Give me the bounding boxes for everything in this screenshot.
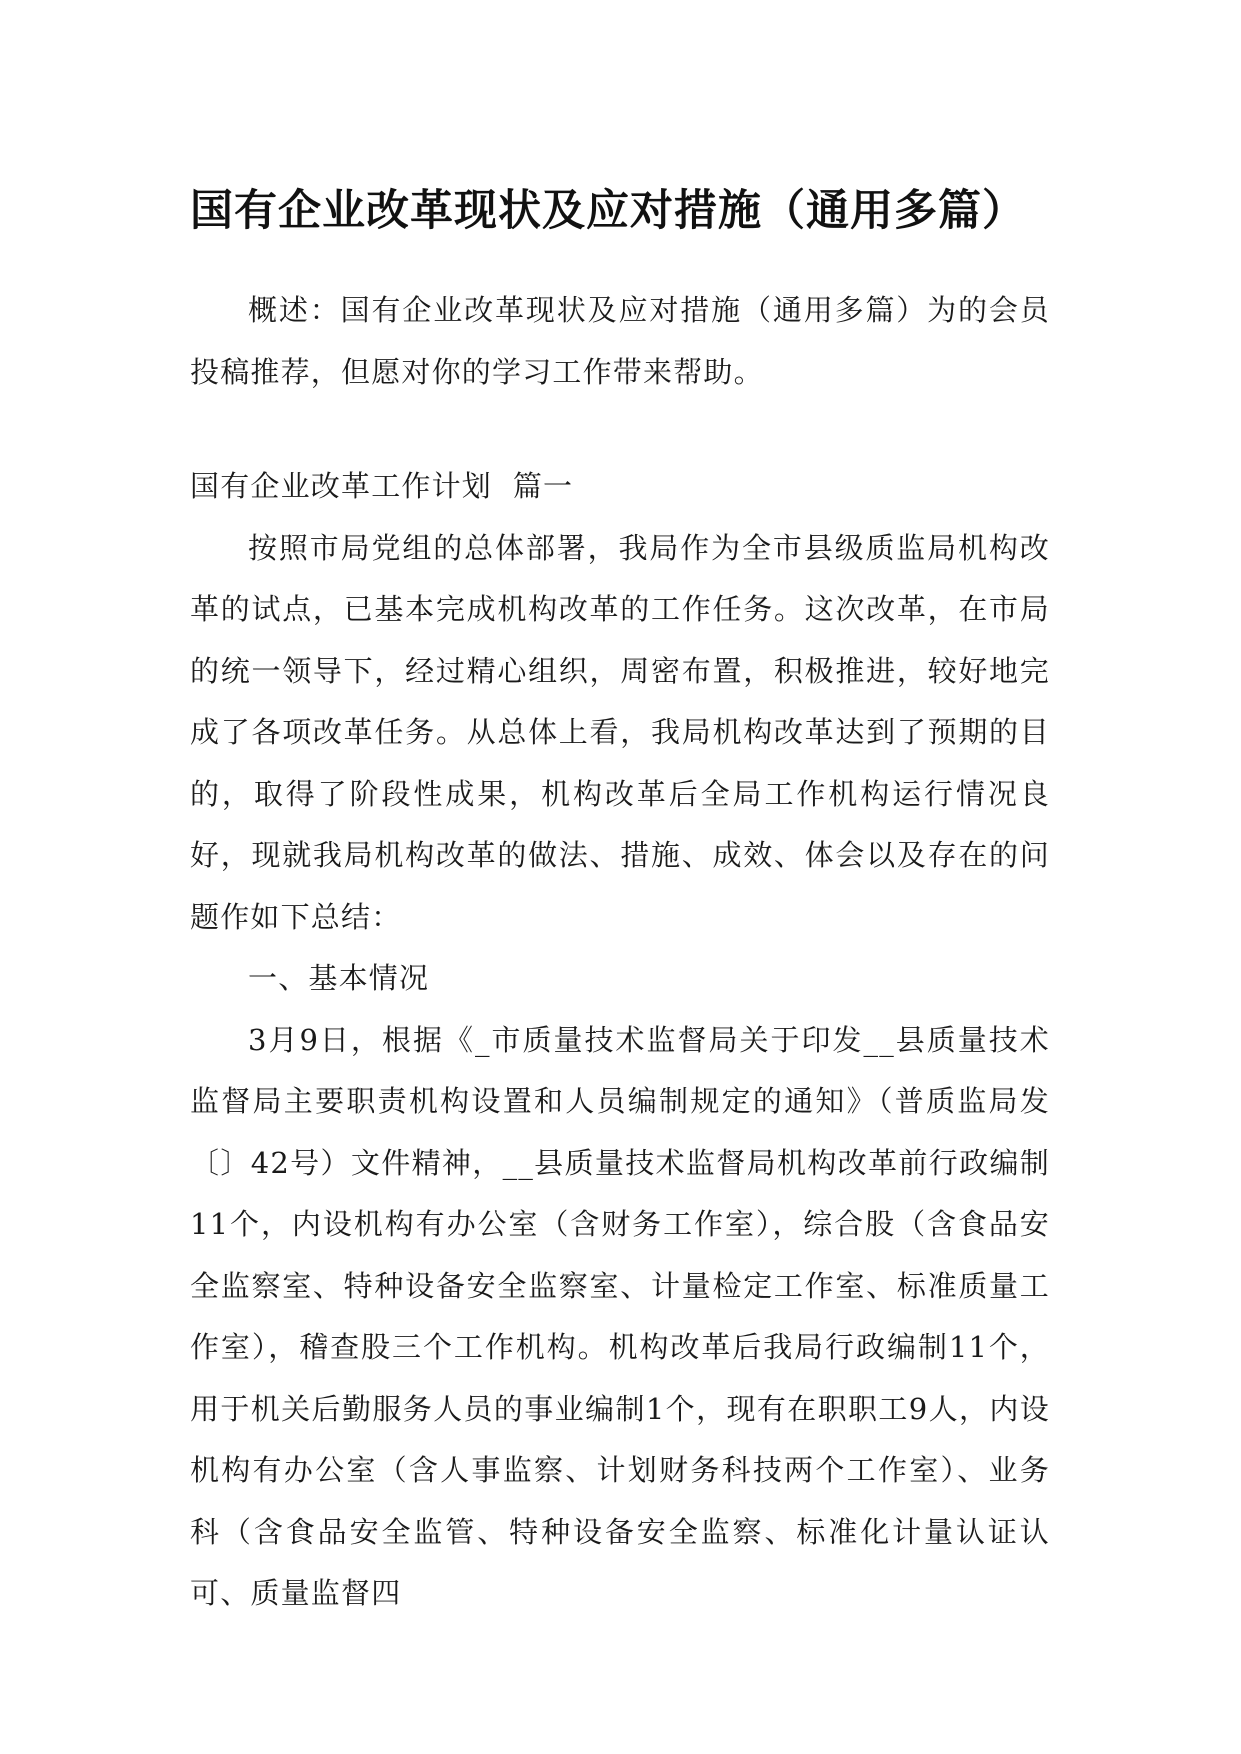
body-paragraph: 按照市局党组的总体部署，我局作为全市县级质监局机构改革的试点，已基本完成机构改革的工作任务。这次改革，在市局的统一领导下，经过精心组织，周密布置，积极推进，较好地完成了各项改革任务。从总体上看，我局机构改革达到了预期的目的，取得了阶段性成果，机构改革后全局工作机构运行情况良好，现就我局机构改革的做法、措施、成效、体会以及存在的问题作如下总结： — [190, 530, 1050, 934]
document-title: 国有企业改革现状及应对措施（通用多篇） — [190, 185, 1026, 236]
main-content — [190, 456, 1050, 1625]
summary-paragraph: 概述：国有企业改革现状及应对措施（通用多篇）为的会员投稿推荐，但愿对你的学习工作带来帮助。 — [190, 293, 1050, 389]
body-paragraph: 3月9日，根据《_市质量技术监督局关于印发__县质量技术监督局主要职责机构设置和人员编制规定的通知》（普质监局发〔〕42号）文件精神，__县质量技术监督局机构改革前行政编制11个，内设机构有办公室（含财务工作室），综合股（含食品安全监察室、特种设备安全监察室、计量检定工作室、标准质量工作室），稽查股三个工作机构。机构改革后我局行政编制11个，用于机关后勤服务人员的事业编制1个，现有在职职工9人，内设机构有办公室（含人事监察、计划财务科技两个工作室）、业务科（含食品安全监管、特种设备安全监察、标准化计量认证认可、质量监督四 — [190, 1022, 1050, 1610]
summary-block — [190, 280, 1050, 403]
section-heading: 国有企业改革工作计划 篇一 — [190, 469, 574, 503]
subheading-basic-situation: 一、基本情况 — [248, 961, 430, 995]
